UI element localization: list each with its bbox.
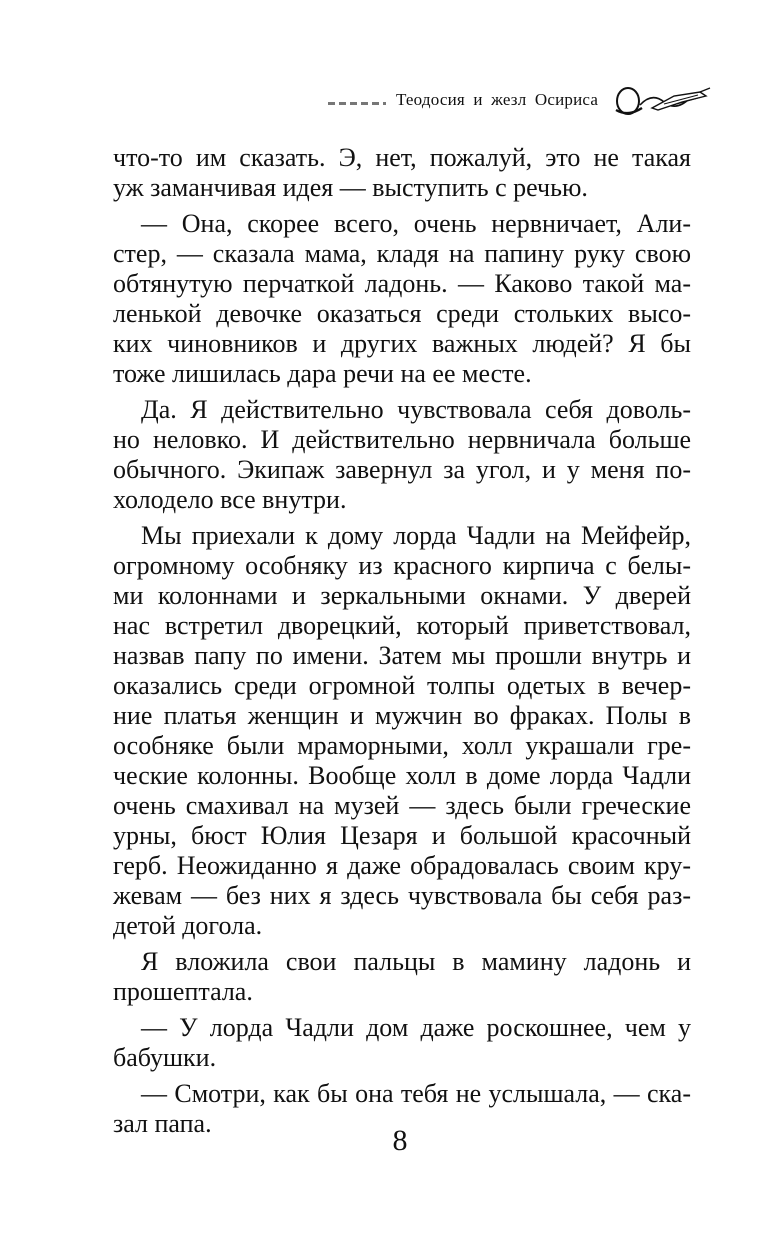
text-line: Да. Я действительно чувствовала себя доволь- [141,395,691,424]
text-line: ческие колонны. Вообще холл в доме лорда Чадли [113,761,691,790]
body-text [113,143,691,1145]
text-line: ленькой девочке оказаться среди стольких высо- [113,299,691,328]
text-line: ние платья женщин и мужчин во фраках. Полы в [113,701,691,730]
text-line: — Смотри, как бы она тебя не услышала, — ска- [141,1079,691,1108]
text-line: — Она, скорее всего, очень нервничает, Али- [141,209,691,238]
text-line: обтянутую перчаткой ладонь. — Каково такой ма- [113,269,691,298]
text-line: герб. Неожиданно я даже обрадовалась своим кру- [113,851,691,880]
text-line: детой догола. [113,911,263,940]
text-line: ких чиновников и других важных людей? Я бы [113,329,691,358]
text-line: Мы приехали к дому лорда Чадли на Мейфейр, [141,521,691,550]
text-line: нас встретил дворецкий, который приветствовал, [113,611,691,640]
text-line: прошептала. [113,977,253,1006]
text-line: тоже лишилась дара речи на ее месте. [113,359,532,388]
text-line: стер, — сказала мама, кладя на папину руку свою [113,239,691,268]
text-line: что-то им сказать. Э, нет, пожалуй, это не такая [113,143,691,172]
text-line: уж заманчивая идея — выступить с речью. [113,173,588,202]
text-line: обычного. Экипаж завернул за угол, и у меня по- [113,455,691,484]
text-line: особняке были мраморными, холл украшали гре- [113,731,691,760]
header-dash-ornament [328,102,386,105]
text-line: урны, бюст Юлия Цезаря и большой красочный [113,821,691,850]
text-line: холодело все внутри. [113,485,347,514]
text-line: ми колоннами и зеркальными окнами. У дверей [113,581,691,610]
page-number: 8 [392,1124,408,1157]
pen-flourish-icon [612,84,712,120]
text-line: очень смахивал на музей — здесь были греческие [113,791,691,820]
text-line: но неловко. И действительно нервничала больше [113,425,691,454]
text-line: — У лорда Чадли дом даже роскошнее, чем у [141,1013,691,1042]
text-line: бабушки. [113,1043,217,1072]
text-line: оказались среди огромной толпы одетых в вечер- [113,671,691,700]
running-header [320,84,720,120]
text-line: огромному особняку из красного кирпича с белы- [113,551,691,580]
text-line: жевам — без них я здесь чувствовала бы себя раз- [113,881,691,910]
text-line: Я вложила свои пальцы в мамину ладонь и [141,947,691,976]
text-line: назвав папу по имени. Затем мы прошли внутрь и [113,641,691,670]
book-title: Теодосия и жезл Осириса [396,90,599,109]
text-line: зал папа. [113,1109,212,1138]
